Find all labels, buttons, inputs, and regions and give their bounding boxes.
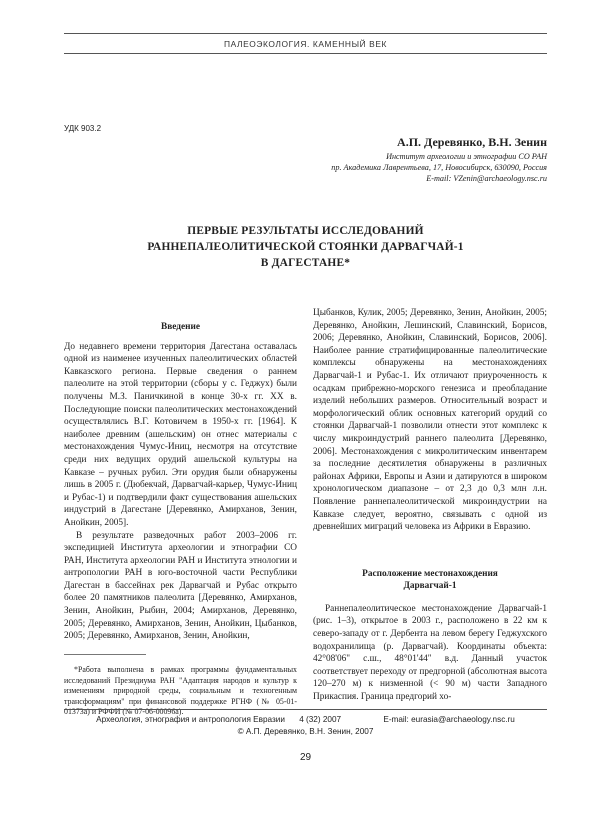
affiliation-institute: Институт археологии и этнографии СО РАН — [386, 152, 547, 161]
article-title — [64, 223, 547, 271]
header-rule-bottom — [64, 53, 547, 54]
footer-rule — [64, 709, 547, 710]
affiliation-address: пр. Академика Лаврентьева, 17, Новосибирск, 630090, Россия — [331, 163, 547, 172]
left-column — [64, 321, 297, 643]
footer-issue: 4 (32) 2007 — [299, 715, 342, 724]
intro-paragraph-2: В результате разведочных работ 2003–2006 гг. экспедицией Института археологии и этнографии СО РАН, Института археологии РАН и Института этнологии и антропологии РАН в юго-восточной части Республики Дагестан в бассейнах рек Дарвагчай и Рубас открыто более 20 памятников палеолита [Деревянко, Амирханов, Зенин, Анойкин, Рыбин, 2004; Амирханов, Деревянко, 2005; Деревянко, Амирханов, Зенин, Анойкин, Цыбанков, 2005; Деревянко, Амирханов, Зенин, Анойкин, — [64, 530, 297, 642]
footer-email: E-mail: eurasia@archaeology.nsc.ru — [383, 715, 515, 724]
affiliation-email: E-mail: VZenin@archaeology.nsc.ru — [426, 174, 547, 183]
location-paragraph: Раннепалеолитическое местонахождение Дарвагчай-1 (рис. 1–3), открытое в 2003 г., расположено в 22 км к северо-западу от г. Дербента на левом берегу Геджухского водохранилища (р. Дарвагчай). Координаты объекта: 42°08'06" с.ш., 48°01'44" в.д. Данный участок соответствует переходу от предгорной (абсолютная высота 120–270 м) к низменной (< 90 м) части Западного Прикаспия. Граница предгорий хо- — [313, 603, 547, 703]
title-line-1: ПЕРВЫЕ РЕЗУЛЬТАТЫ ИССЛЕДОВАНИЙ — [187, 225, 424, 237]
footer-journal-line — [64, 715, 547, 724]
footnote-rule — [64, 654, 146, 655]
title-line-2: РАННЕПАЛЕОЛИТИЧЕСКОЙ СТОЯНКИ ДАРВАГЧАЙ-1 — [147, 241, 464, 253]
location-heading — [313, 568, 547, 593]
authors: А.П. Деревянко, В.Н. Зенин — [397, 135, 547, 149]
location-heading-line-2: Дарвагчай-1 — [403, 581, 457, 592]
right-column — [313, 307, 547, 704]
intro-paragraph-1: До недавнего времени территория Дагестана оставалась одной из наименее изученных палеолитических областей Кавказского региона. Первые сведения о раннем палеолите на этой территории (сборы у с. Геджух) были получены М.З. Паничкиной в конце 30-х гг. XX в. Последующие поиски палеолитических местонахождений осуществлялись В.Г. Котовичем в 1950-х гг. [1964]. К наиболее древним (ашельским) он отнес материалы с местонахождения Чумус-Иниц, несмотря на отсутствие среди них ведущих орудий ашельской культуры на Кавказе – ручных рубил. Эти орудия были обнаружены лишь в 2005 г. (Дюбекчай, Дарвагчай-карьер, Чумус-Иниц и Рубас-1) и подтвердили факт существования ашельских индустрий в Дагестане [Деревянко, Амирханов, Зенин, Анойкин, 2005]. — [64, 341, 297, 528]
header-rule-top — [64, 33, 547, 34]
intro-heading: Введение — [161, 322, 200, 332]
footer-journal-name: Археология, этнография и антропология Евразии — [96, 715, 285, 724]
footer-copyright: © А.П. Деревянко, В.Н. Зенин, 2007 — [237, 727, 374, 736]
page-number: 29 — [299, 752, 312, 763]
udk-code: УДК 903.2 — [64, 124, 102, 133]
location-heading-line-1: Расположение местонахождения — [362, 568, 498, 579]
title-line-3: В ДАГЕСТАНЕ* — [260, 257, 351, 269]
footnote — [64, 665, 297, 718]
footnote-text: *Работа выполнена в рамках программы фундаментальных исследований Президиума РАН "Адаптация народов и культур к изменениям природной среды, социальным и техногенным трансформациям" при финансовой поддержке РГНФ (№ 05-01-01373а) и РФФИ (№ 07-06-00096а). — [64, 665, 297, 717]
right-paragraph-1: Цыбанков, Кулик, 2005; Деревянко, Зенин, Анойкин, 2005; Деревянко, Анойкин, Лешинский, Славинский, Борисов, 2006; Деревянко, Анойкин, Славинский, Борисов, 2006]. Наиболее ранние стратифицированные палеолитические комплексы обнаружены на местонахождениях Дарвагчай-1 и Рубас-1. Их отличают приуроченность к осадкам прибрежно-морского генезиса и преобладание изделий небольших размеров. Относительный возраст и морфологический облик основных категорий орудий со стоянки Дарвагчай-1 позволили отнести этот комплекс к числу микроиндустрий раннего палеолита [Деревянко, 2006]. Местонахождения с микролитическим инвентарем за последние десятилетия обнаружены в различных районах Африки, Европы и Азии и датируются в широком хронологическом диапазоне – от 2,3 до 0,3 млн л.н. Появление раннепалеолитической микроиндустрии на Кавказе следует, вероятно, связывать с одной из древнейших миграций человека из Африки в Евразию. — [313, 308, 547, 533]
running-header: ПАЛЕОЭКОЛОГИЯ. КАМЕННЫЙ ВЕК — [223, 39, 387, 49]
